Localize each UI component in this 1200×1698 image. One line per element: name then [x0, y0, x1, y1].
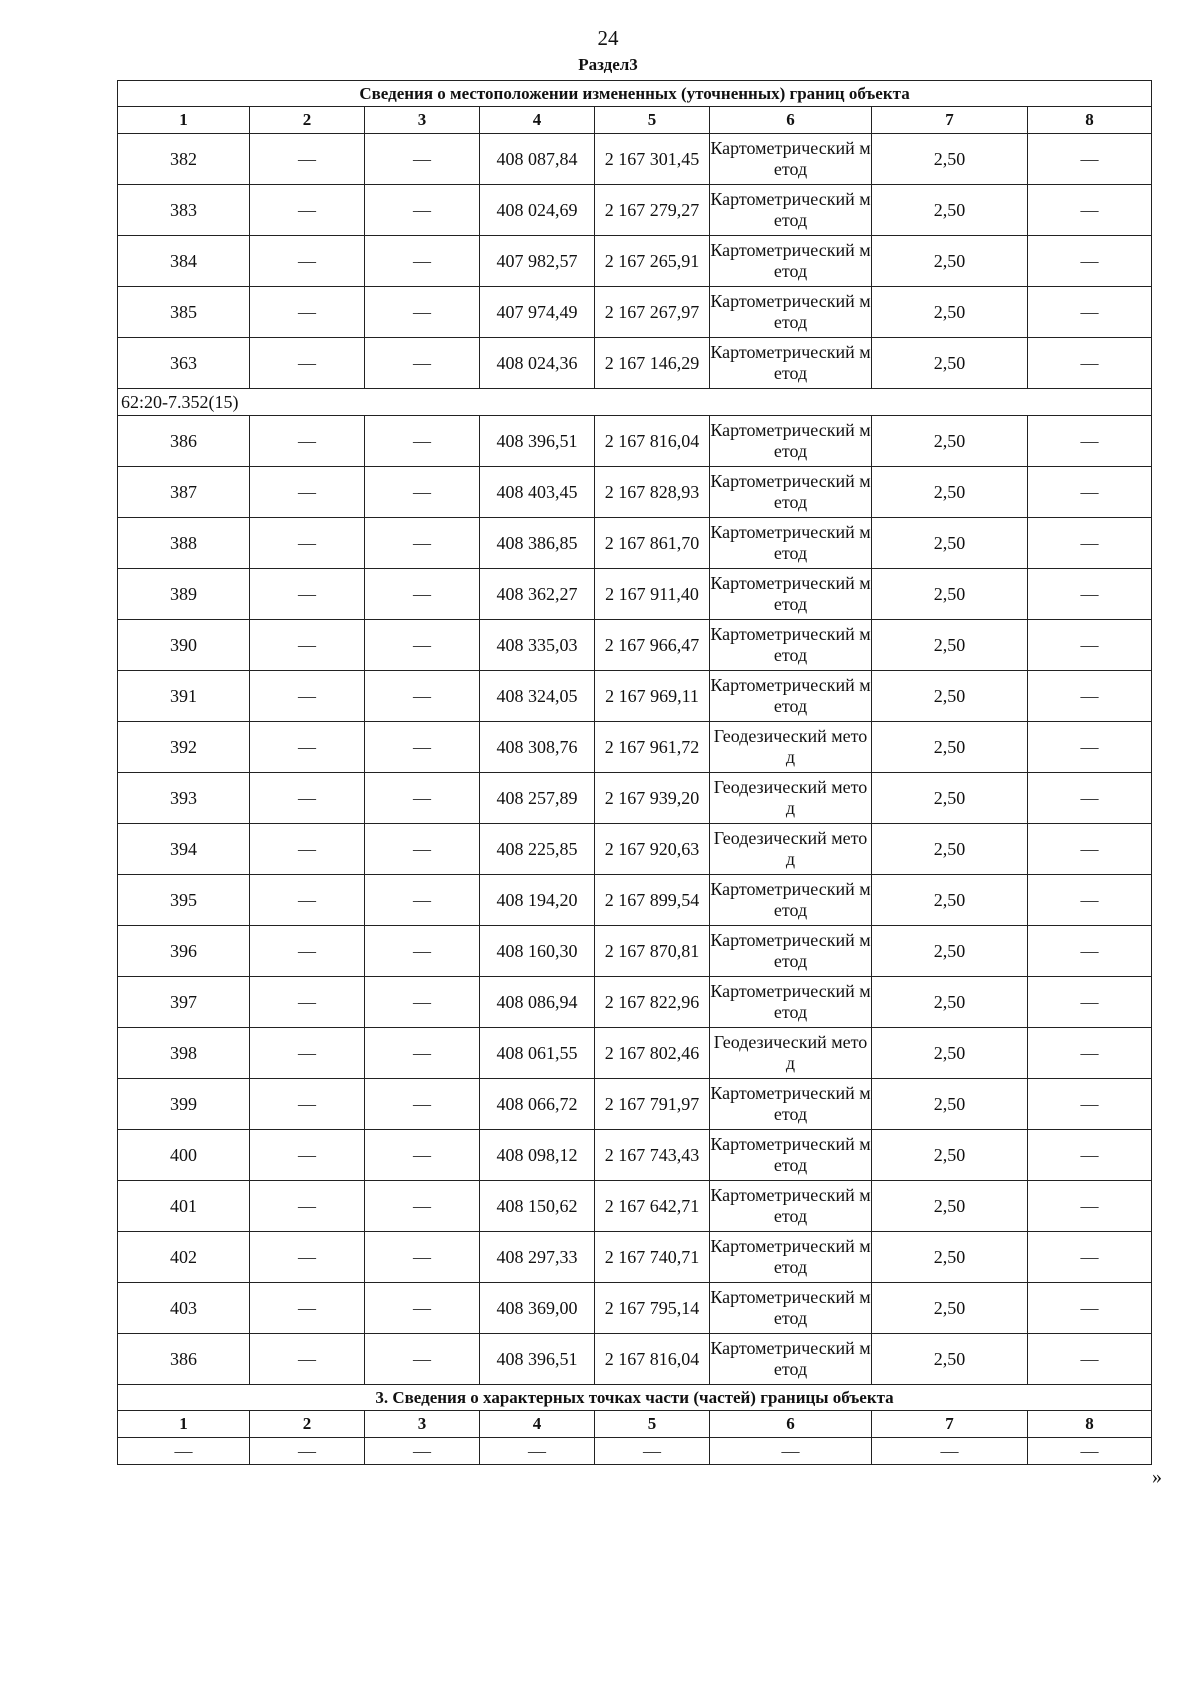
- y-coordinate-cell: 2 167 911,40: [595, 569, 710, 620]
- empty-dash-cell: —: [365, 134, 480, 185]
- empty-dash-cell: —: [365, 1028, 480, 1079]
- point-number-cell: 395: [118, 875, 250, 926]
- accuracy-cell: 2,50: [872, 824, 1028, 875]
- table-row: [118, 773, 1152, 824]
- x-coordinate-cell: 408 362,27: [480, 569, 595, 620]
- method-cell: Картометрический метод: [710, 467, 872, 518]
- x-coordinate-cell: 408 160,30: [480, 926, 595, 977]
- point-number-cell: 386: [118, 1334, 250, 1385]
- column-header-7: 7: [872, 107, 1028, 134]
- point-number-cell: 382: [118, 134, 250, 185]
- contour-group-label: 62:20-7.352(15): [118, 389, 1152, 416]
- table-row: [118, 1028, 1152, 1079]
- empty-dash-cell: —: [365, 1283, 480, 1334]
- empty-dash-cell: —: [365, 185, 480, 236]
- table-row: [118, 338, 1152, 389]
- empty-dash-cell: —: [118, 1438, 250, 1465]
- section3-column-header-5: 5: [595, 1411, 710, 1438]
- accuracy-cell: 2,50: [872, 1283, 1028, 1334]
- method-cell: Картометрический метод: [710, 1181, 872, 1232]
- empty-dash-cell: —: [365, 824, 480, 875]
- empty-dash-cell: —: [250, 569, 365, 620]
- empty-dash-cell: —: [365, 416, 480, 467]
- accuracy-cell: 2,50: [872, 1181, 1028, 1232]
- accuracy-cell: 2,50: [872, 722, 1028, 773]
- contour-group-row: [118, 389, 1152, 416]
- empty-dash-cell: —: [250, 185, 365, 236]
- empty-dash-cell: —: [250, 467, 365, 518]
- table-row: [118, 875, 1152, 926]
- x-coordinate-cell: 408 386,85: [480, 518, 595, 569]
- empty-dash-cell: —: [365, 1334, 480, 1385]
- x-coordinate-cell: 408 396,51: [480, 416, 595, 467]
- empty-dash-cell: —: [480, 1438, 595, 1465]
- x-coordinate-cell: 408 086,94: [480, 977, 595, 1028]
- y-coordinate-cell: 2 167 870,81: [595, 926, 710, 977]
- x-coordinate-cell: 408 066,72: [480, 1079, 595, 1130]
- x-coordinate-cell: 408 087,84: [480, 134, 595, 185]
- method-cell: Картометрический метод: [710, 926, 872, 977]
- empty-dash-cell: —: [710, 1438, 872, 1465]
- table-row: [118, 569, 1152, 620]
- method-cell: Картометрический метод: [710, 1232, 872, 1283]
- table-row: [118, 1079, 1152, 1130]
- empty-dash-cell: —: [365, 518, 480, 569]
- table-row: [118, 236, 1152, 287]
- point-number-cell: 398: [118, 1028, 250, 1079]
- section3-column-header-4: 4: [480, 1411, 595, 1438]
- point-number-cell: 389: [118, 569, 250, 620]
- accuracy-cell: 2,50: [872, 134, 1028, 185]
- point-number-cell: 386: [118, 416, 250, 467]
- y-coordinate-cell: 2 167 861,70: [595, 518, 710, 569]
- empty-dash-cell: —: [250, 1181, 365, 1232]
- method-cell: Картометрический метод: [710, 185, 872, 236]
- accuracy-cell: 2,50: [872, 416, 1028, 467]
- point-number-cell: 383: [118, 185, 250, 236]
- empty-dash-cell: —: [1028, 1181, 1152, 1232]
- empty-dash-cell: —: [365, 236, 480, 287]
- section3-column-header-3: 3: [365, 1411, 480, 1438]
- empty-dash-cell: —: [250, 977, 365, 1028]
- x-coordinate-cell: 407 974,49: [480, 287, 595, 338]
- empty-dash-cell: —: [250, 134, 365, 185]
- empty-dash-cell: —: [250, 875, 365, 926]
- empty-dash-cell: —: [365, 1232, 480, 1283]
- empty-dash-cell: —: [250, 1130, 365, 1181]
- column-header-row: [118, 107, 1152, 134]
- empty-dash-cell: —: [1028, 1079, 1152, 1130]
- y-coordinate-cell: 2 167 802,46: [595, 1028, 710, 1079]
- method-cell: Картометрический метод: [710, 416, 872, 467]
- y-coordinate-cell: 2 167 961,72: [595, 722, 710, 773]
- point-number-cell: 388: [118, 518, 250, 569]
- method-cell: Геодезический метод: [710, 773, 872, 824]
- empty-dash-cell: —: [250, 824, 365, 875]
- section-label: Раздел3: [578, 55, 638, 74]
- method-cell: Картометрический метод: [710, 1283, 872, 1334]
- point-number-cell: 387: [118, 467, 250, 518]
- accuracy-cell: 2,50: [872, 287, 1028, 338]
- point-number-cell: 399: [118, 1079, 250, 1130]
- x-coordinate-cell: 408 098,12: [480, 1130, 595, 1181]
- table-row: [118, 620, 1152, 671]
- empty-dash-cell: —: [1028, 824, 1152, 875]
- empty-dash-cell: —: [365, 1079, 480, 1130]
- empty-dash-cell: —: [250, 926, 365, 977]
- table-row: [118, 977, 1152, 1028]
- section3-column-header-7: 7: [872, 1411, 1028, 1438]
- accuracy-cell: 2,50: [872, 1079, 1028, 1130]
- y-coordinate-cell: 2 167 828,93: [595, 467, 710, 518]
- method-cell: Картометрический метод: [710, 671, 872, 722]
- method-cell: Картометрический метод: [710, 1334, 872, 1385]
- y-coordinate-cell: 2 167 146,29: [595, 338, 710, 389]
- empty-dash-cell: —: [365, 671, 480, 722]
- x-coordinate-cell: 408 403,45: [480, 467, 595, 518]
- empty-dash-cell: —: [1028, 1028, 1152, 1079]
- table-row: [118, 1232, 1152, 1283]
- accuracy-cell: 2,50: [872, 926, 1028, 977]
- y-coordinate-cell: 2 167 265,91: [595, 236, 710, 287]
- empty-dash-cell: —: [250, 1334, 365, 1385]
- empty-dash-cell: —: [1028, 287, 1152, 338]
- point-number-cell: 393: [118, 773, 250, 824]
- column-header-8: 8: [1028, 107, 1152, 134]
- section3-title-row: [118, 1385, 1152, 1411]
- x-coordinate-cell: 407 982,57: [480, 236, 595, 287]
- column-header-5: 5: [595, 107, 710, 134]
- point-number-cell: 400: [118, 1130, 250, 1181]
- column-header-1: 1: [118, 107, 250, 134]
- section3-column-header-2: 2: [250, 1411, 365, 1438]
- empty-dash-cell: —: [365, 467, 480, 518]
- empty-dash-cell: —: [250, 1028, 365, 1079]
- method-cell: Геодезический метод: [710, 1028, 872, 1079]
- empty-dash-cell: —: [250, 1232, 365, 1283]
- column-header-3: 3: [365, 107, 480, 134]
- column-header-2: 2: [250, 107, 365, 134]
- empty-dash-cell: —: [250, 236, 365, 287]
- method-cell: Картометрический метод: [710, 287, 872, 338]
- empty-dash-cell: —: [1028, 1438, 1152, 1465]
- point-number-cell: 397: [118, 977, 250, 1028]
- y-coordinate-cell: 2 167 791,97: [595, 1079, 710, 1130]
- empty-dash-cell: —: [1028, 338, 1152, 389]
- table-row: [118, 416, 1152, 467]
- table-row: [118, 1283, 1152, 1334]
- section3-column-header-6: 6: [710, 1411, 872, 1438]
- method-cell: Картометрический метод: [710, 236, 872, 287]
- empty-dash-cell: —: [1028, 1232, 1152, 1283]
- empty-dash-cell: —: [1028, 773, 1152, 824]
- x-coordinate-cell: 408 369,00: [480, 1283, 595, 1334]
- point-number-cell: 403: [118, 1283, 250, 1334]
- point-number-cell: 385: [118, 287, 250, 338]
- y-coordinate-cell: 2 167 969,11: [595, 671, 710, 722]
- empty-dash-cell: —: [365, 1181, 480, 1232]
- y-coordinate-cell: 2 167 816,04: [595, 1334, 710, 1385]
- empty-dash-cell: —: [365, 1438, 480, 1465]
- empty-dash-cell: —: [250, 671, 365, 722]
- y-coordinate-cell: 2 167 822,96: [595, 977, 710, 1028]
- method-cell: Картометрический метод: [710, 134, 872, 185]
- empty-dash-cell: —: [250, 620, 365, 671]
- x-coordinate-cell: 408 335,03: [480, 620, 595, 671]
- point-number-cell: 384: [118, 236, 250, 287]
- empty-dash-cell: —: [250, 338, 365, 389]
- point-number-cell: 394: [118, 824, 250, 875]
- empty-dash-cell: —: [365, 977, 480, 1028]
- table-title-row: [118, 81, 1152, 107]
- empty-dash-cell: —: [1028, 1130, 1152, 1181]
- accuracy-cell: 2,50: [872, 620, 1028, 671]
- empty-dash-cell: —: [1028, 926, 1152, 977]
- y-coordinate-cell: 2 167 966,47: [595, 620, 710, 671]
- point-number-cell: 392: [118, 722, 250, 773]
- empty-dash-cell: —: [1028, 236, 1152, 287]
- empty-dash-cell: —: [250, 773, 365, 824]
- empty-dash-cell: —: [365, 875, 480, 926]
- x-coordinate-cell: 408 024,36: [480, 338, 595, 389]
- method-cell: Картометрический метод: [710, 977, 872, 1028]
- page-number: 24: [597, 26, 619, 50]
- table-row: [118, 185, 1152, 236]
- column-header-4: 4: [480, 107, 595, 134]
- y-coordinate-cell: 2 167 920,63: [595, 824, 710, 875]
- table-row: [118, 926, 1152, 977]
- y-coordinate-cell: 2 167 740,71: [595, 1232, 710, 1283]
- empty-dash-cell: —: [1028, 569, 1152, 620]
- y-coordinate-cell: 2 167 642,71: [595, 1181, 710, 1232]
- x-coordinate-cell: 408 324,05: [480, 671, 595, 722]
- empty-dash-cell: —: [250, 1438, 365, 1465]
- table-row: [118, 467, 1152, 518]
- accuracy-cell: 2,50: [872, 977, 1028, 1028]
- empty-dash-cell: —: [250, 1283, 365, 1334]
- accuracy-cell: 2,50: [872, 467, 1028, 518]
- x-coordinate-cell: 408 194,20: [480, 875, 595, 926]
- section3-title: 3. Сведения о характерных точках части (частей) границы объекта: [118, 1385, 1152, 1411]
- y-coordinate-cell: 2 167 899,54: [595, 875, 710, 926]
- section3-header-row: [118, 1411, 1152, 1438]
- x-coordinate-cell: 408 257,89: [480, 773, 595, 824]
- method-cell: Картометрический метод: [710, 620, 872, 671]
- empty-dash-cell: —: [1028, 1334, 1152, 1385]
- empty-dash-cell: —: [1028, 134, 1152, 185]
- empty-dash-cell: —: [365, 569, 480, 620]
- accuracy-cell: 2,50: [872, 1028, 1028, 1079]
- empty-dash-cell: —: [1028, 977, 1152, 1028]
- empty-dash-cell: —: [365, 926, 480, 977]
- accuracy-cell: 2,50: [872, 773, 1028, 824]
- closing-quote-mark: »: [1152, 1466, 1162, 1488]
- section3-column-header-1: 1: [118, 1411, 250, 1438]
- empty-dash-cell: —: [595, 1438, 710, 1465]
- empty-dash-cell: —: [250, 518, 365, 569]
- point-number-cell: 401: [118, 1181, 250, 1232]
- method-cell: Картометрический метод: [710, 518, 872, 569]
- y-coordinate-cell: 2 167 795,14: [595, 1283, 710, 1334]
- table-row: [118, 722, 1152, 773]
- empty-dash-cell: —: [250, 1079, 365, 1130]
- y-coordinate-cell: 2 167 816,04: [595, 416, 710, 467]
- accuracy-cell: 2,50: [872, 1232, 1028, 1283]
- method-cell: Геодезический метод: [710, 824, 872, 875]
- empty-dash-cell: —: [1028, 1283, 1152, 1334]
- empty-dash-cell: —: [365, 722, 480, 773]
- table-row: [118, 1130, 1152, 1181]
- x-coordinate-cell: 408 396,51: [480, 1334, 595, 1385]
- accuracy-cell: 2,50: [872, 236, 1028, 287]
- point-number-cell: 391: [118, 671, 250, 722]
- method-cell: Картометрический метод: [710, 1079, 872, 1130]
- column-header-6: 6: [710, 107, 872, 134]
- boundary-table: [117, 80, 1152, 1465]
- accuracy-cell: 2,50: [872, 518, 1028, 569]
- y-coordinate-cell: 2 167 267,97: [595, 287, 710, 338]
- empty-dash-cell: —: [1028, 671, 1152, 722]
- x-coordinate-cell: 408 308,76: [480, 722, 595, 773]
- empty-dash-cell: —: [872, 1438, 1028, 1465]
- empty-dash-cell: —: [250, 287, 365, 338]
- table-row: [118, 134, 1152, 185]
- table-title: Сведения о местоположении измененных (уточненных) границ объекта: [118, 81, 1152, 107]
- y-coordinate-cell: 2 167 743,43: [595, 1130, 710, 1181]
- section3-empty-row: [118, 1438, 1152, 1465]
- empty-dash-cell: —: [365, 620, 480, 671]
- point-number-cell: 363: [118, 338, 250, 389]
- method-cell: Картометрический метод: [710, 569, 872, 620]
- point-number-cell: 396: [118, 926, 250, 977]
- y-coordinate-cell: 2 167 279,27: [595, 185, 710, 236]
- empty-dash-cell: —: [1028, 467, 1152, 518]
- point-number-cell: 402: [118, 1232, 250, 1283]
- method-cell: Картометрический метод: [710, 875, 872, 926]
- table-row: [118, 671, 1152, 722]
- table-row: [118, 1334, 1152, 1385]
- accuracy-cell: 2,50: [872, 569, 1028, 620]
- table-row: [118, 1181, 1152, 1232]
- empty-dash-cell: —: [250, 722, 365, 773]
- accuracy-cell: 2,50: [872, 185, 1028, 236]
- empty-dash-cell: —: [365, 773, 480, 824]
- y-coordinate-cell: 2 167 939,20: [595, 773, 710, 824]
- accuracy-cell: 2,50: [872, 671, 1028, 722]
- empty-dash-cell: —: [1028, 722, 1152, 773]
- x-coordinate-cell: 408 225,85: [480, 824, 595, 875]
- empty-dash-cell: —: [1028, 185, 1152, 236]
- table-row: [118, 518, 1152, 569]
- accuracy-cell: 2,50: [872, 1130, 1028, 1181]
- method-cell: Картометрический метод: [710, 338, 872, 389]
- section3-column-header-8: 8: [1028, 1411, 1152, 1438]
- x-coordinate-cell: 408 061,55: [480, 1028, 595, 1079]
- table-body: [118, 81, 1152, 1465]
- empty-dash-cell: —: [1028, 875, 1152, 926]
- empty-dash-cell: —: [1028, 416, 1152, 467]
- empty-dash-cell: —: [1028, 620, 1152, 671]
- accuracy-cell: 2,50: [872, 338, 1028, 389]
- empty-dash-cell: —: [1028, 518, 1152, 569]
- table-row: [118, 287, 1152, 338]
- accuracy-cell: 2,50: [872, 1334, 1028, 1385]
- accuracy-cell: 2,50: [872, 875, 1028, 926]
- method-cell: Картометрический метод: [710, 1130, 872, 1181]
- table-row: [118, 824, 1152, 875]
- empty-dash-cell: —: [365, 287, 480, 338]
- x-coordinate-cell: 408 024,69: [480, 185, 595, 236]
- method-cell: Геодезический метод: [710, 722, 872, 773]
- point-number-cell: 390: [118, 620, 250, 671]
- empty-dash-cell: —: [365, 1130, 480, 1181]
- y-coordinate-cell: 2 167 301,45: [595, 134, 710, 185]
- x-coordinate-cell: 408 150,62: [480, 1181, 595, 1232]
- x-coordinate-cell: 408 297,33: [480, 1232, 595, 1283]
- empty-dash-cell: —: [250, 416, 365, 467]
- empty-dash-cell: —: [365, 338, 480, 389]
